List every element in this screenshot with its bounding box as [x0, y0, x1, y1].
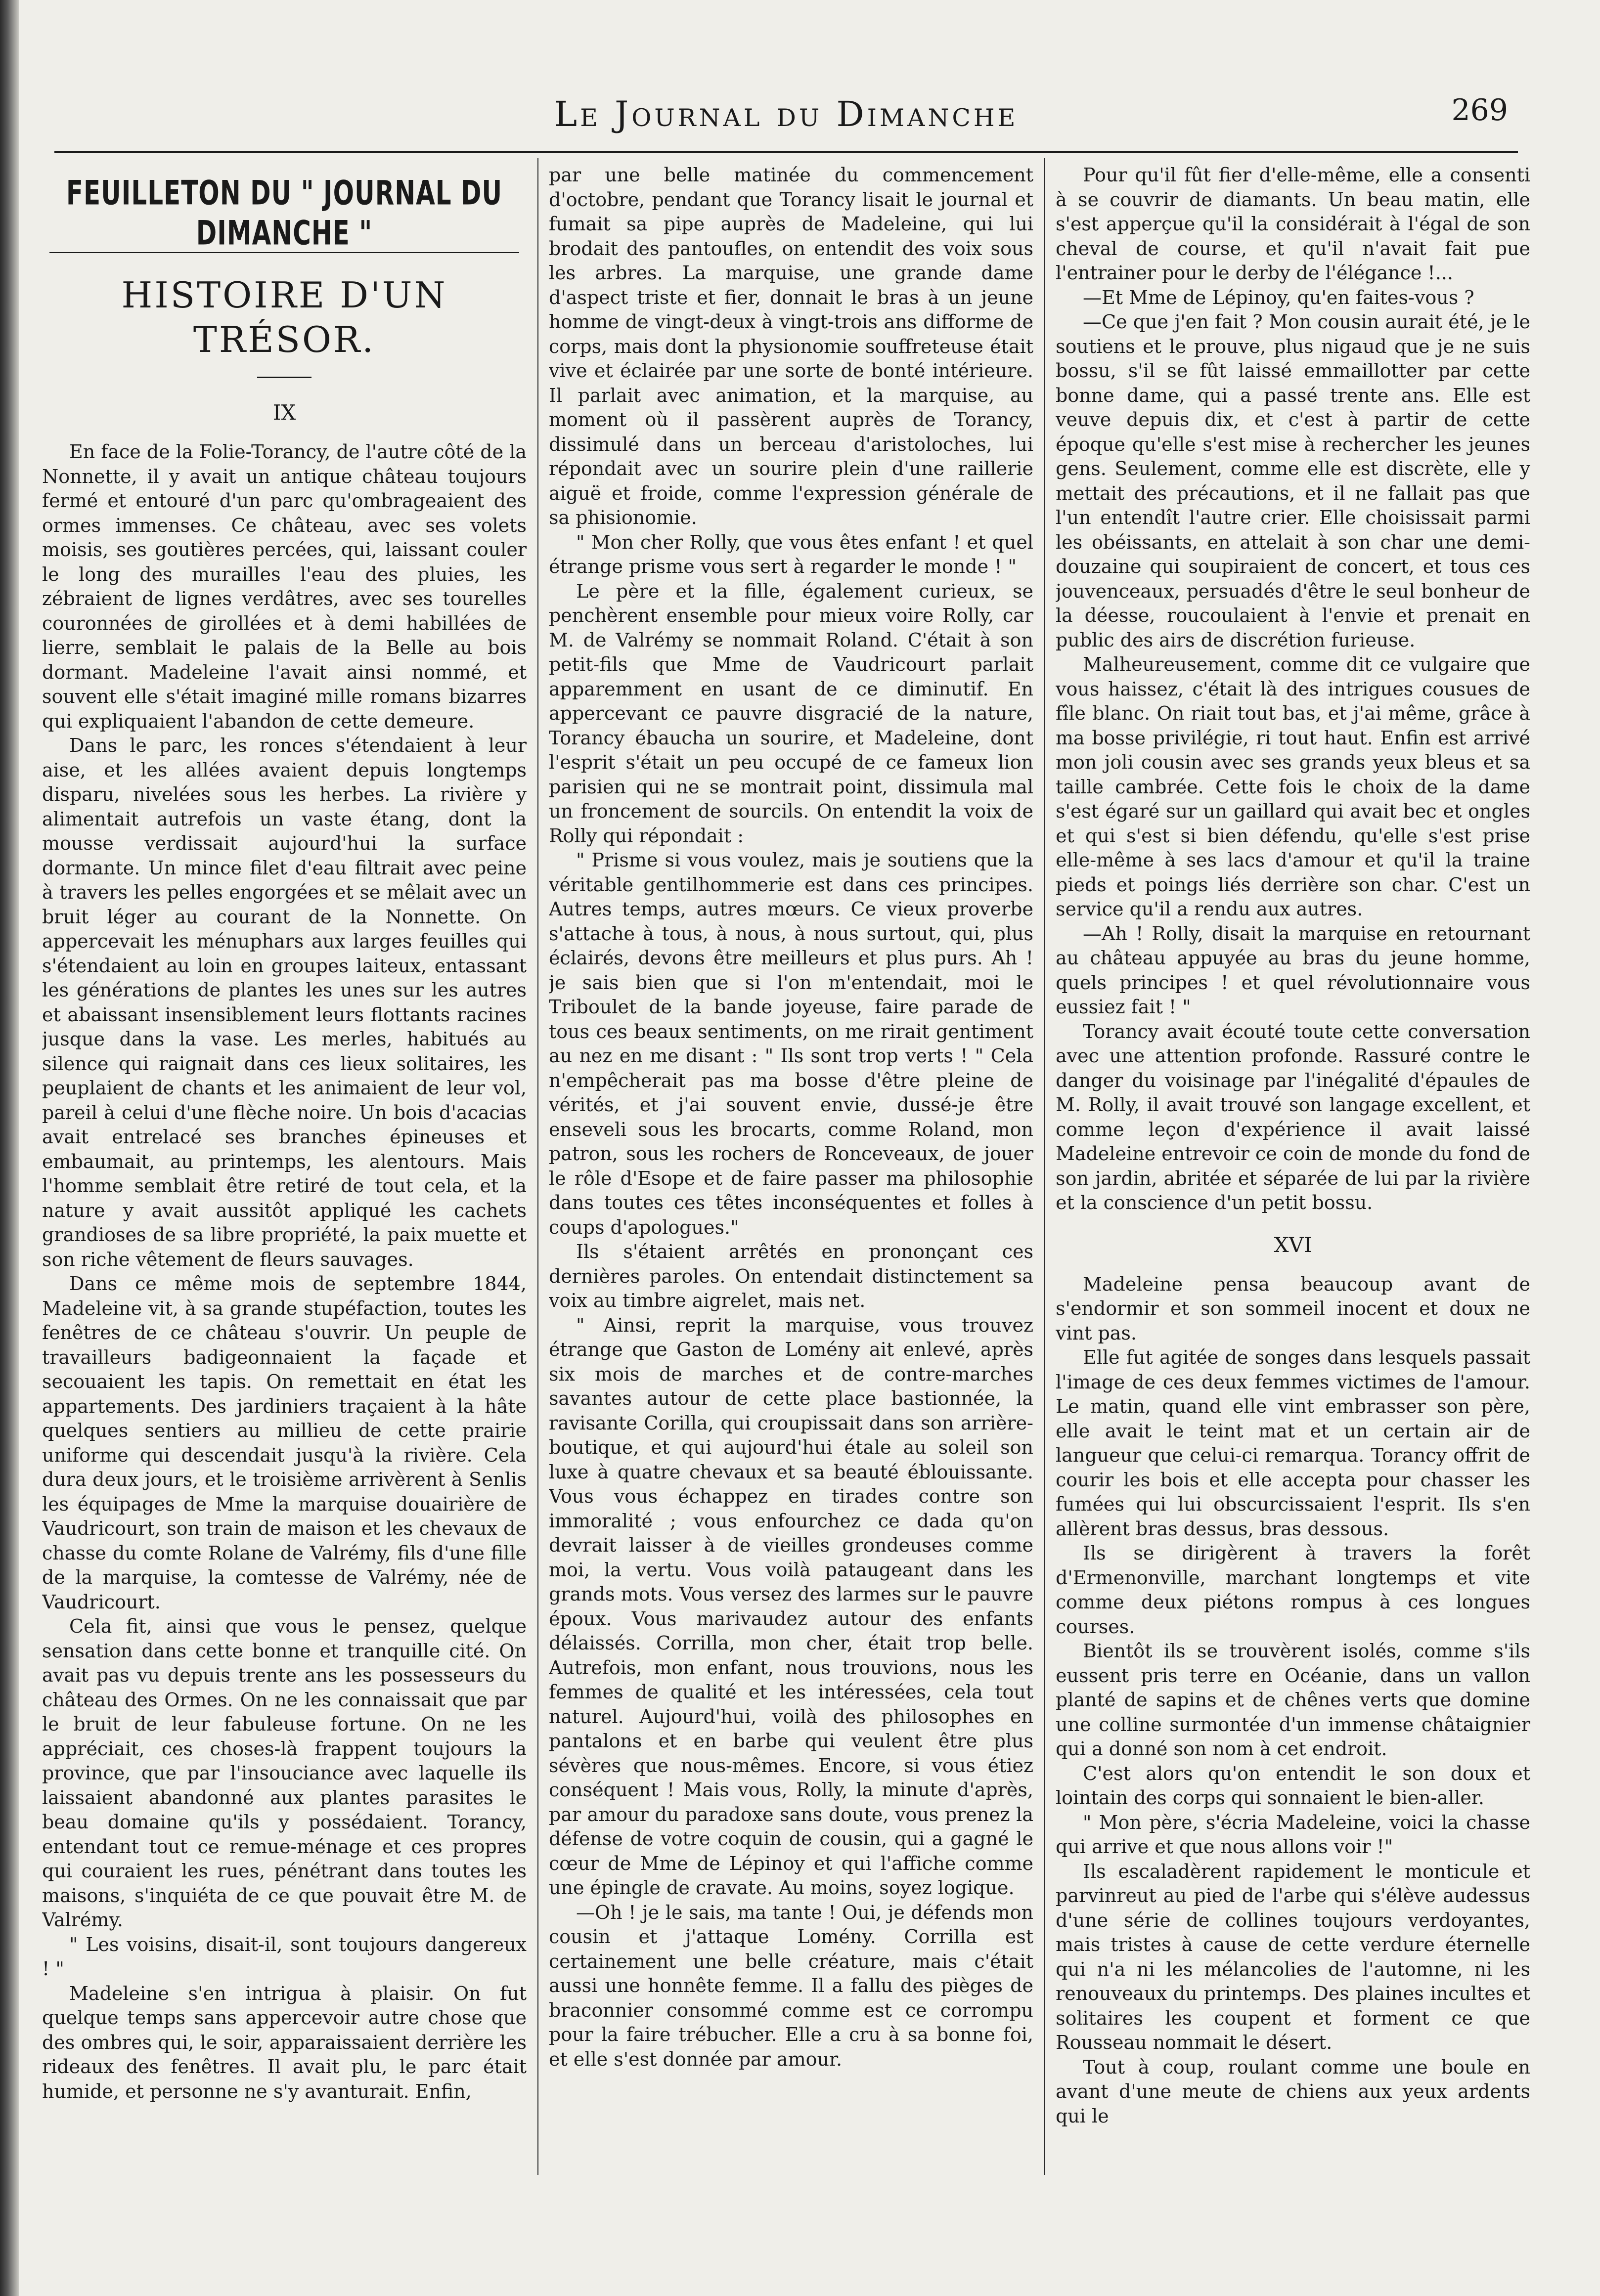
paragraph: par une belle matinée du commencement d'octobre, pendant que Torancy lisait le journal et fumait sa pipe auprès de Madeleine, qui lui brodait des pantoufles, on entendit des voix sous les arbres. La marquise, une grande dame d'aspect triste et fier, donnait le bras à un jeune homme de vingt-deux à vingt-trois ans difforme de corps, mais dont la physionomie souffreteuse était vive et éclairée par une sorte de bonté intérieure. Il parlait avec animation, et la marquise, au moment où il passèrent auprès de Torancy, dissimulé dans un berceau d'aristoloches, lui répondait avec un sourire plein d'une raillerie aiguë et froide, comme l'expression générale de sa phisionomie. [549, 164, 1033, 528]
paragraph: Ils escaladèrent rapidement le monticule et parvinreut au pied de l'arbe qui s'élève audessus d'une série de collines toujours verdoyantes, mais tristes à cause de cette verdure éternelle qui n'a ni les mélancolies de l'automne, ni les renouveaux du printemps. Des plaines incultes et solitaires les coupent et forment ce que Rousseau nommait le désert. [1056, 1860, 1530, 2053]
paragraph: Tout à coup, roulant comme une boule en avant d'une meute de chiens aux yeux ardents qui le [1056, 2056, 1530, 2127]
page-number: 269 [1451, 93, 1508, 128]
header-rule [54, 151, 1518, 153]
paragraph: Dans le parc, les ronces s'étendaient à leur aise, et les allées avaient depuis longtemps disparu, nivelées sous les herbes. La rivière y alimentait autrefois un vaste étang, dont la mousse verdissait aujourd'hui la surface dormante. Un mince filet d'eau filtrait avec peine à travers les pelles engorgées et se mêlait avec un bruit léger au courant de la Nonnette. On appercevait les ménuphars aux larges feuilles qui s'étendaient au loin en groupes laiteux, entassant les générations de plantes les unes sur les autres et abaissant insensiblement leurs flottants racines jusque dans la vase. Les merles, habitués au silence qui raignait dans ces lieux solitaires, les peuplaient de chants et les animaient de leur vol, pareil à celui d'une flèche noire. Un bois d'acacias avait entrelacé ses branches épineuses et embaumait, au printemps, les alentours. Mais l'homme semblait être retiré de tout cela, et la nature y avait aussitôt appliqué les cachets grandioses de sa libre propriété, la paix muette et son riche vêtement de fleurs sauvages. [42, 735, 527, 1270]
paragraph: " Prisme si vous voulez, mais je soutiens que la véritable gentilhommerie est dans ces principes. Autres temps, autres mœurs. Ce vieux proverbe s'attache à tous, à nous, à nous surtout, qui, plus éclairés, devons être meilleurs et plus purs. Ah ! je sais bien que si l'on m'entendait, moi le Triboulet de la bande joyeuse, faire parade de tous ces beaux sentiments, on me rirait gentiment au nez en me disant : " Ils sont trop verts ! " Cela n'empêcherait pas ma bosse d'être pleine de vérités, et j'ai souvent envie, dussé-je être enseveli sous les brocarts, comme Roland, mon patron, sous les rochers de Ronceveaux, de jouer le rôle d'Esope et de faire passer ma philosophie dans toutes ces têtes inconséquentes et folles à coups d'apologues." [549, 849, 1033, 1238]
column-divider [1044, 158, 1045, 2175]
column-1 [42, 163, 527, 2214]
masthead: Le Journal du Dimanche [554, 94, 1019, 134]
paragraph: Le père et la fille, également curieux, se penchèrent ensemble pour mieux voire Rolly, car M. de Valrémy se nommait Roland. C'était à son petit-fils que Mme de Vaudricourt parlait apparemment en usant de ce diminutif. En appercevant ce pauvre disgracié de la nature, Torancy ébaucha un sourire, et Madeleine, dont l'esprit s'était un peu occupé de ce fameux lion parisien qui ne se montrait point, dissimula mal un froncement de sourcils. On entendit la voix de Rolly qui répondait : [549, 580, 1033, 847]
column-2 [549, 163, 1033, 2214]
column-3 [1056, 163, 1530, 2214]
paragraph: Madeleine s'en intrigua à plaisir. On fut quelque temps sans appercevoir autre chose que des ombres qui, le soir, apparaissaient derrière les rideaux des fenêtres. Il avait plu, le parc était humide, et personne ne s'y avanturait. Enfin, [42, 1982, 527, 2102]
paragraph: Pour qu'il fût fier d'elle-même, elle a consenti à se couvrir de diamants. Un beau matin, elle s'est apperçue qu'il la considérait à l'égal de son cheval de course, et qu'il n'avait fait pue l'entrainer pour le derby de l'élégance !... [1056, 164, 1530, 284]
paragraph: " Mon cher Rolly, que vous êtes enfant ! et quel étrange prisme vous sert à regarder le monde ! " [549, 531, 1033, 577]
paragraph: " Ainsi, reprit la marquise, vous trouvez étrange que Gaston de Lomény ait enlevé, après six mois de marches et de contre-marches savantes autour de cette place bastionnée, la ravisante Corilla, qui croupissait dans son arrière-boutique, et qui aujourd'hui étale au soleil son luxe à quatre chevaux et sa beauté éblouissante. Vous vous échappez en tirades contre son immoralité ; vous enfourchez ce dada qu'on devrait laisser à de vieilles grondeuses comme moi, la vertu. Vous voilà pataugeant dans les grands mots. Vous versez des larmes sur le pauvre époux. Vous marivaudez autour des enfants délaissés. Corrilla, mon cher, était trop belle. Autrefois, mon enfant, nous trouvions, nous les femmes de qualité et les intéressées, cela tout naturel. Aujourd'hui, voilà des philosophes en pantalons et en barbe qui veulent être plus sévères que nous-mêmes. Encore, si vous étiez conséquent ! Mais vous, Rolly, la minute d'après, par amour du paradoxe sans doute, vous prenez la défense de votre coquin de cousin, qui a gagné le cœur de Mme de Lépinoy et qui l'affiche comme une épingle de cravate. Au moins, soyez logique. [549, 1314, 1033, 1899]
paragraph: C'est alors qu'on entendit le son doux et lointain des corps qui sonnaient le bien-aller. [1056, 1762, 1530, 1809]
paragraph: Malheureusement, comme dit ce vulgaire que vous haissez, c'était là des intrigues cousues de fîle blanc. On riait tout bas, et j'ai même, grâce à ma bosse privilégie, ri tout haut. Enfin est arrivé mon joli cousin avec ses grands yeux bleus et sa taille cambrée. Cette fois le choix de la dame s'est égaré sur un gaillard qui avait bec et ongles et qui s'est si bien défendu, qu'elle s'est prise elle-même à ses lacs d'amour et qu'il la traine pieds et poings liés derrière son char. C'est un service qu'il a rendu aux autres. [1056, 653, 1530, 920]
scan-edge [0, 0, 19, 2296]
paragraph: —Et Mme de Lépinoy, qu'en faites-vous ? [1083, 286, 1474, 308]
page-header [54, 89, 1518, 143]
chapter-heading: IX [272, 400, 296, 425]
chapter-heading: XVI [1274, 1232, 1312, 1257]
column-divider [537, 158, 538, 2175]
paragraph: Dans ce même mois de septembre 1844, Madeleine vit, à sa grande stupéfaction, toutes les fenêtres de ce château s'ouvrir. Un peuple de travailleurs badigeonnaient la façade et secouaient les tapis. On remettait en état les appartements. Des jardiniers traçaient à la hâte quelques sentiers au millieu de cette prairie uniforme qui descendait jusqu'à la rivière. Cela dura deux jours, et le troisième arrivèrent à Senlis les équipages de Mme la marquise douairière de Vaudricourt, son train de maison et les chevaux de chasse du comte Rolane de Valrémy, fils d'une fille de la marquise, la comtesse de Valrémy, née de Vaudricourt. [42, 1273, 527, 1613]
paragraph: " Mon père, s'écria Madeleine, voici la chasse qui arrive et que nous allons voir !" [1056, 1811, 1530, 1858]
paragraph: Elle fut agitée de songes dans lesquels passait l'image de ces deux femmes victimes de l'amour. Le matin, quand elle vint embrasser son père, elle avait le teint mat et un certain air de langueur que celui-ci remarqua. Torancy offrit de courir les bois et elle accepta pour chasser les fumées qui lui obscurcissaient l'esprit. Ils s'en allèrent bras dessus, bras dessous. [1056, 1346, 1530, 1540]
paragraph: Torancy avait écouté toute cette conversation avec une attention profonde. Rassuré contre le danger du voisinage par l'inégalité d'épaules de M. Rolly, il avait trouvé son langage excellent, et comme leçon d'expérience il avait laissé Madeleine entrevoir ce coin de monde du fond de son jardin, abritée et séparée de lui par la rivière et la conscience d'un petit bossu. [1056, 1020, 1530, 1213]
paragraph: —Oh ! je le sais, ma tante ! Oui, je défends mon cousin et j'attaque Lomény. Corrilla est certainement une belle créature, mais c'était aussi une honnête femme. Il a fallu des pièges de braconnier consommé comme est ce corrompu pour la faire trébucher. Elle a cru à sa bonne foi, et elle s'est donnée par amour. [549, 1901, 1033, 2070]
paragraph: Cela fit, ainsi que vous le pensez, quelque sensation dans cette bonne et tranquille cité. On avait pas vu depuis trente ans les possesseurs du château des Ormes. On ne les connaissait que par le bruit de leur fabuleuse fortune. On ne les appréciait, ces choses-là frappent toujours la province, que par l'insouciance avec laquelle ils laissaient abandonné aux plantes parasites le beau domaine qu'ils y possédaient. Torancy, entendant tout ce remue-ménage et ces propres qui couraient les rues, pénétrant dans toutes les maisons, s'inquiéta de ce que pouvait être M. de Valrémy. [42, 1615, 527, 1931]
paragraph: " Les voisins, disait-il, sont toujours dangereux ! " [42, 1933, 527, 1980]
divider [257, 377, 311, 378]
paragraph: Madeleine pensa beaucoup avant de s'endormir et son sommeil inocent et doux ne vint pas. [1056, 1273, 1530, 1344]
paragraph: —Ce que j'en fait ? Mon cousin aurait été, je le soutiens et le prouve, plus nigaud que je ne suis bossu, s'il se fût laissé emmaillotter par cette bonne dame, qui a passé trente ans. Elle est veuve depuis dix, et c'est à partir de cette époque qu'elle s'est mise à rechercher les jeunes gens. Seulement, comme elle est discrète, elle y mettait des précautions, et il ne fallait pas que l'un entendît l'autre crier. Elle choisissait parmi les obéissants, en attelait à son char une demi-douzaine qui soupiraient de concert, et tous ces jouvenceaux, persuadés d'être le seul bonheur de la déesse, roucoulaient à l'envie et prenait en public des airs de discrétion furieuse. [1056, 311, 1530, 651]
paragraph: En face de la Folie-Torancy, de l'autre côté de la Nonnette, il y avait un antique château toujours fermé et entouré d'un parc qu'ombrageaient des ormes immenses. Ce château, avec ses volets moisis, ses goutières percées, qui, laissant couler le long des murailles l'eau des pluies, les zébraient de lignes verdâtres, avec ses tourelles couronnées de girollées et à demi habillées de lierre, semblait le palais de la Belle au bois dormant. Madeleine l'avait ainsi nommé, et souvent elle s'était imaginé mille romans bizarres qui expliquaient l'abandon de cette demeure. [42, 441, 527, 732]
paragraph: Bientôt ils se trouvèrent isolés, comme s'ils eussent pris terre en Océanie, dans un vallon planté de sapins et de chênes verts que domine une colline surmontée d'un immense châtaignier qui a donné son nom à cet endroit. [1056, 1640, 1530, 1760]
paragraph: —Ah ! Rolly, disait la marquise en retournant au château appuyée au bras du jeune homme, quels principes ! et quel révolutionnaire vous eussiez fait ! " [1056, 922, 1530, 1018]
paragraph: Ils se dirigèrent à travers la forêt d'Ermenonville, marchant longtemps et vite comme deux piétons rompus à ces longues courses. [1056, 1542, 1530, 1638]
feuilleton-title: FEUILLETON DU " JOURNAL DU DIMANCHE " [66, 173, 503, 253]
paragraph: Ils s'étaient arrêtés en prononçant ces dernières paroles. On entendait distinctement sa voix au timbre aigrelet, mais net. [549, 1241, 1033, 1311]
story-title: HISTOIRE D'UN TRÉSOR. [121, 274, 447, 360]
